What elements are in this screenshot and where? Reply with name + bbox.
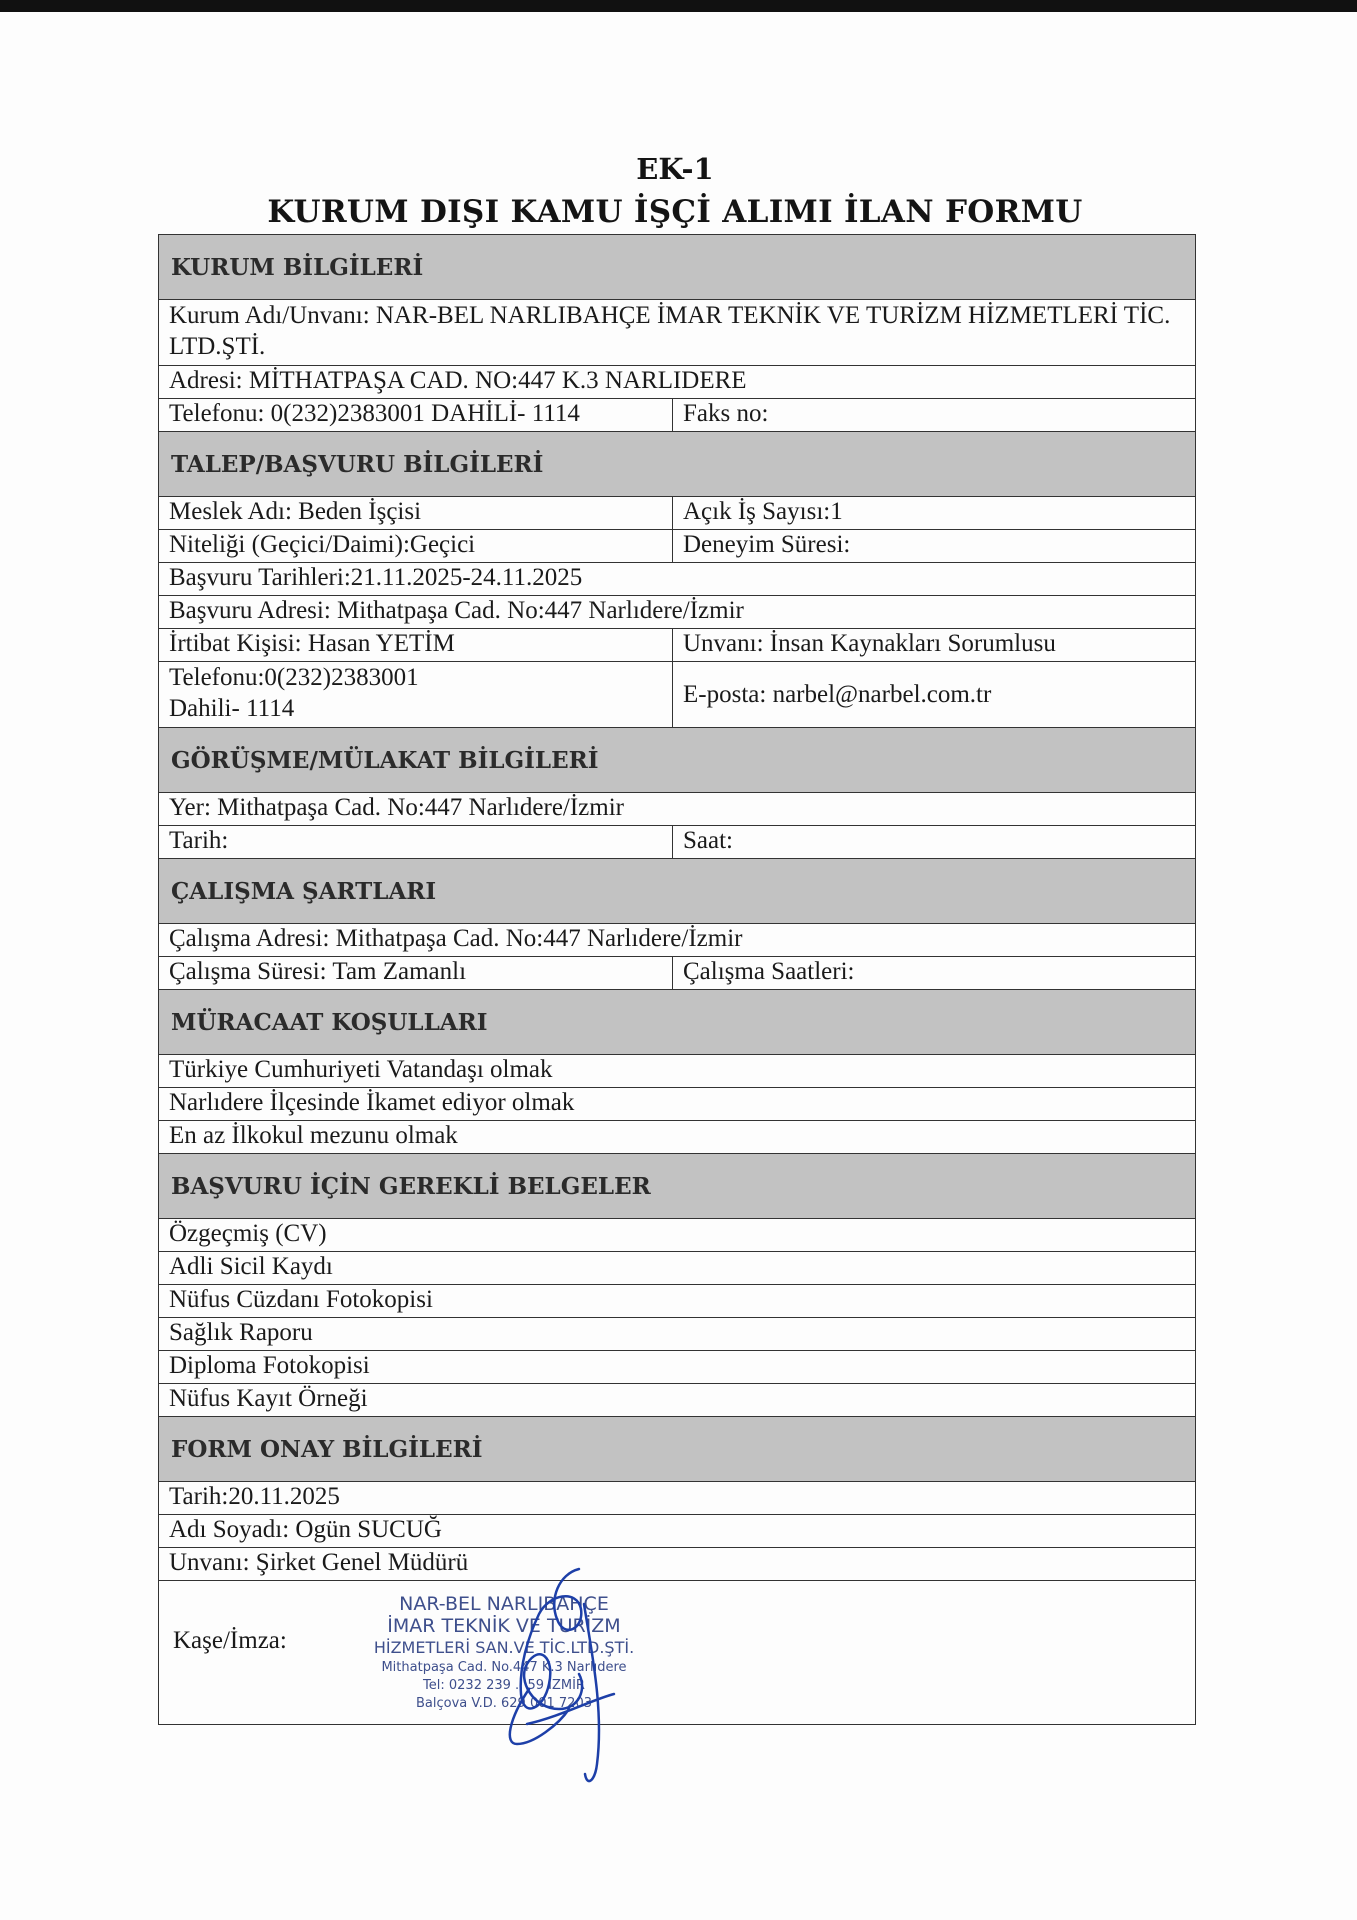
row-basvuru-adresi: [159, 595, 1195, 628]
stamp-line: HİZMETLERİ SAN.VE TİC.LTD.ŞTİ.: [373, 1638, 635, 1657]
kurum-adi: Kurum Adı/Unvanı: NAR-BEL NARLIBAHÇE İMAR TEKNİK VE TURİZM HİZMETLERİ TİC. LTD.ŞTİ.: [169, 302, 1171, 360]
gorusme-tarih: Tarih:: [159, 826, 673, 858]
kase-imza-label: Kaşe/İmza:: [173, 1627, 287, 1654]
list-item: [159, 1350, 1195, 1383]
row-calisma-adresi: [159, 923, 1195, 956]
irtibat-unvani: Unvanı: İnsan Kaynakları Sorumlusu: [683, 630, 1056, 657]
meslek-adi: Meslek Adı: Beden İşçisi: [159, 497, 673, 529]
nitelik: Niteliği (Geçici/Daimi):Geçici: [159, 530, 673, 562]
stamp-line: Balçova V.D. 629 001 7203: [416, 1696, 592, 1711]
stamp-line: Tel: 0232 239 .. 59 İZMİR: [423, 1678, 585, 1693]
section-calisma: ÇALIŞMA ŞARTLARI: [159, 858, 1195, 923]
row-onay-adi: [159, 1514, 1195, 1547]
list-item: [159, 1054, 1195, 1087]
onay-adi-soyadi: Adı Soyadı: Ogün SUCUĞ: [169, 1516, 442, 1543]
section-belgeler: BAŞVURU İÇİN GEREKLİ BELGELER: [159, 1153, 1195, 1218]
row-irtibat: [159, 628, 1195, 661]
kurum-faks: Faks no:: [683, 400, 769, 427]
stamp-line: Mithatpaşa Cad. No.447 K.3 Narlıdere: [381, 1660, 627, 1675]
signature-stroke: [510, 1569, 614, 1781]
kosul-1: Türkiye Cumhuriyeti Vatandaşı olmak: [169, 1056, 553, 1083]
dahili-line: Dahili- 1114: [169, 695, 295, 722]
list-item: [159, 1087, 1195, 1120]
annex-label: EK-1: [636, 152, 714, 186]
row-kurum-telefon: [159, 398, 1195, 431]
calisma-adresi: Çalışma Adresi: Mithatpaşa Cad. No:447 Narlıdere/İzmir: [169, 925, 743, 952]
row-onay-tarih: [159, 1481, 1195, 1514]
stamp-line: NAR-BEL NARLIBAHÇE: [399, 1593, 609, 1615]
announcement-form: [158, 234, 1196, 1725]
basvuru-adresi: Başvuru Adresi: Mithatpaşa Cad. No:447 Narlıdere/İzmir: [169, 597, 744, 624]
row-nitelik: [159, 529, 1195, 562]
kosul-2: Narlıdere İlçesinde İkamet ediyor olmak: [169, 1089, 575, 1116]
stamp-line: İMAR TEKNİK VE TURİZM: [387, 1615, 621, 1637]
list-item: [159, 1383, 1195, 1416]
row-onay-unvan: [159, 1547, 1195, 1580]
section-gorusme: GÖRÜŞME/MÜLAKAT BİLGİLERİ: [159, 727, 1195, 792]
onay-unvan: Unvanı: Şirket Genel Müdürü: [169, 1549, 469, 1576]
telefon-line: Telefonu:0(232)2383001: [169, 664, 419, 691]
irtibat-kisisi: İrtibat Kişisi: Hasan YETİM: [159, 629, 673, 661]
row-kase-imza: [159, 1580, 1195, 1724]
irtibat-telefon: [159, 662, 673, 727]
section-kurum: KURUM BİLGİLERİ: [159, 234, 1195, 299]
belge-6: Nüfus Kayıt Örneği: [169, 1385, 368, 1412]
kurum-adres: Adresi: MİTHATPAŞA CAD. NO:447 K.3 NARLIDERE: [169, 367, 747, 394]
belge-2: Adli Sicil Kaydı: [169, 1253, 333, 1280]
calisma-suresi: Çalışma Süresi: Tam Zamanlı: [159, 957, 673, 989]
kosul-3: En az İlkokul mezunu olmak: [169, 1122, 458, 1149]
belge-1: Özgeçmiş (CV): [169, 1220, 327, 1247]
section-talep: TALEP/BAŞVURU BİLGİLERİ: [159, 431, 1195, 496]
list-item: [159, 1284, 1195, 1317]
row-basvuru-tarihleri: [159, 562, 1195, 595]
list-item: [159, 1317, 1195, 1350]
belge-5: Diploma Fotokopisi: [169, 1352, 370, 1379]
row-gorusme-yer: [159, 792, 1195, 825]
calisma-saatleri: Çalışma Saatleri:: [683, 958, 855, 985]
irtibat-eposta: E-posta: narbel@narbel.com.tr: [683, 680, 992, 708]
row-kurum-adres: [159, 365, 1195, 398]
deneyim-suresi: Deneyim Süresi:: [683, 531, 851, 558]
onay-tarih: Tarih:20.11.2025: [169, 1483, 340, 1510]
belge-4: Sağlık Raporu: [169, 1319, 313, 1346]
handwritten-signature: [409, 1559, 669, 1789]
basvuru-tarihleri: Başvuru Tarihleri:21.11.2025-24.11.2025: [169, 564, 583, 591]
gorusme-yer: Yer: Mithatpaşa Cad. No:447 Narlıdere/İzmir: [169, 794, 624, 821]
row-gorusme-tarih: [159, 825, 1195, 858]
form-title: KURUM DIŞI KAMU İŞÇİ ALIMI İLAN FORMU: [267, 194, 1083, 230]
scan-top-border: [0, 0, 1357, 12]
list-item: [159, 1120, 1195, 1153]
kurum-telefon: Telefonu: 0(232)2383001 DAHİLİ- 1114: [159, 399, 673, 431]
gorusme-saat: Saat:: [683, 827, 733, 854]
row-iletisim: [159, 661, 1195, 727]
row-calisma-suresi: [159, 956, 1195, 989]
acik-is-sayisi: Açık İş Sayısı:1: [683, 498, 843, 525]
row-meslek: [159, 496, 1195, 529]
section-muracaat: MÜRACAAT KOŞULLARI: [159, 989, 1195, 1054]
row-kurum-adi: [159, 299, 1195, 365]
list-item: [159, 1251, 1195, 1284]
section-onay: FORM ONAY BİLGİLERİ: [159, 1416, 1195, 1481]
list-item: [159, 1218, 1195, 1251]
belge-3: Nüfus Cüzdanı Fotokopisi: [169, 1286, 433, 1313]
